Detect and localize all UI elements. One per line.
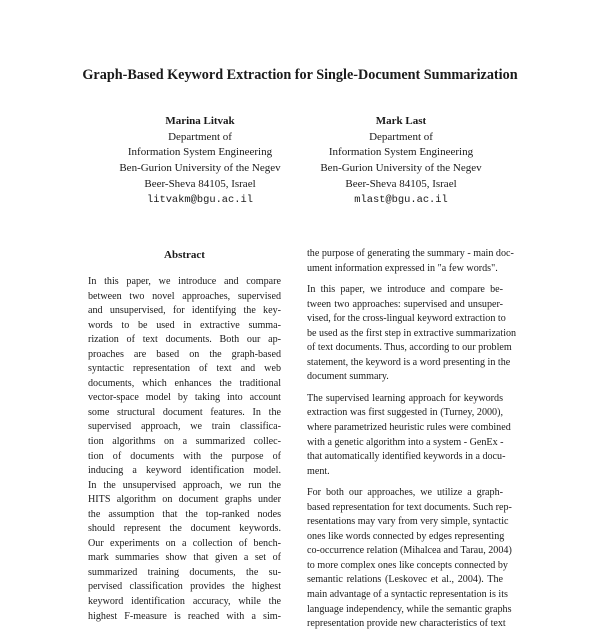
abstract-line: rization of text documents. Both our ap- [88,334,281,346]
author-affiliation-line: Beer-Sheva 84105, Israel [144,177,256,190]
abstract-line: syntactic representation of text and web [88,363,281,375]
abstract-line: Our experiments on a collection of bench- [88,537,281,549]
author-block-1 [100,114,300,208]
author-email: mlast@bgu.ac.il [354,193,448,206]
body-line: language independency, while the semantic graphs [307,603,512,615]
body-line: co-occurrence relation (Mihalcea and Tarau, 2004) [307,545,512,557]
abstract-line: mark summaries show that given a set of [88,552,281,564]
body-line: resentations may vary from very simple, syntactic [307,516,509,528]
abstract-heading: Abstract [164,249,205,261]
paper-title: Graph-Based Keyword Extraction for Single-Document Summarization [82,67,518,83]
body-line: In this paper, we introduce and compare be- [307,284,503,296]
author-affiliation-line: Beer-Sheva 84105, Israel [345,177,457,190]
body-line: ment. [307,465,330,477]
abstract-line: vector-space model by taking into account [88,392,281,404]
author-affiliation-line: Department of [168,130,232,143]
body-line: vised, for the cross-lingual keyword extraction to [307,313,506,325]
author-name: Mark Last [375,115,427,127]
abstract-line: between two novel approaches, supervised [88,290,281,302]
body-line: ones like words connected by edges representing [307,530,505,542]
body-line: extraction was first suggested in (Turney, 2000), [307,407,503,419]
author-name: Marina Litvak [165,115,235,127]
author-affiliation-line: Ben-Gurion University of the Negev [320,162,482,175]
abstract-line: keyword identification accuracy, while the [88,596,281,608]
author-affiliation-line: Information System Engineering [328,146,474,159]
abstract-line: pervised classification provides the highest [88,581,281,593]
abstract-line: highest F-measure is reached with a sim- [88,610,281,622]
abstract-line: proaches are based on the graph-based [88,348,281,360]
abstract-line: tion algorithms on a summarized collec- [88,436,281,448]
abstract-line: supervised approach, we train classifica- [88,421,281,433]
paragraph-gap [307,276,503,283]
body-text-column [307,247,517,632]
abstract-line: the assumption that the top-ranked nodes [88,508,281,520]
body-line: to more complex ones like concepts connected by [307,559,508,571]
body-line: with a genetic algorithm into a system - GenEx - [307,436,504,448]
author-affiliation-line: Department of [369,130,433,143]
abstract-line: In this paper, we introduce and compare [88,276,281,287]
body-line: that automatically identified keywords in a docu- [307,451,506,463]
body-line: be used as the first step in extractive summarization [307,327,517,339]
body-line: based representation for text documents. Such rep- [307,501,512,513]
body-line: document summary. [307,371,389,383]
body-line: where parametrized heuristic rules were combined [307,422,511,434]
body-line: The supervised learning approach for keywords [307,392,503,404]
body-line: representation provide new characteristics of text [307,618,506,630]
body-line: the purpose of generating the summary - main doc- [307,248,514,259]
abstract-line: words to be used in extractive summa- [88,319,281,331]
abstract-line: documents, which enhances the traditional [88,377,281,389]
author-block-2 [301,114,501,208]
paragraph-gap [307,479,503,486]
abstract-line: some structural document features. In the [88,406,281,418]
body-line: ument information expressed in "a few words". [307,262,498,274]
abstract-line: inducing a keyword identification model. [88,465,281,477]
body-line: main advantage of a syntactic representation is its [307,589,508,601]
body-line: tween two approaches: supervised and unsuper- [307,298,503,310]
body-line: statement, the keyword is a word presenting in the [307,356,511,368]
abstract-line: HITS algorithm on document graphs under [88,494,281,506]
abstract-line: summarized training documents, the su- [88,566,281,578]
abstract-line: In the unsupervised approach, we run the [88,479,281,491]
body-line: semantic relations (Leskovec et al., 2004). The [307,574,503,586]
body-line: For both our approaches, we utilize a graph- [307,487,503,499]
author-affiliation-line: Ben-Gurion University of the Negev [119,162,281,175]
abstract-line: should represent the document keywords. [88,523,281,535]
author-email: litvakm@bgu.ac.il [146,193,253,206]
abstract-body [88,275,281,624]
body-line: of text documents. Thus, according to our problem [307,342,512,354]
paragraph-gap [307,385,503,392]
author-affiliation-line: Information System Engineering [127,146,273,159]
abstract-line: tion of documents with the purpose of [88,450,281,462]
abstract-line: and unsupervised, for identifying the key- [88,305,281,317]
